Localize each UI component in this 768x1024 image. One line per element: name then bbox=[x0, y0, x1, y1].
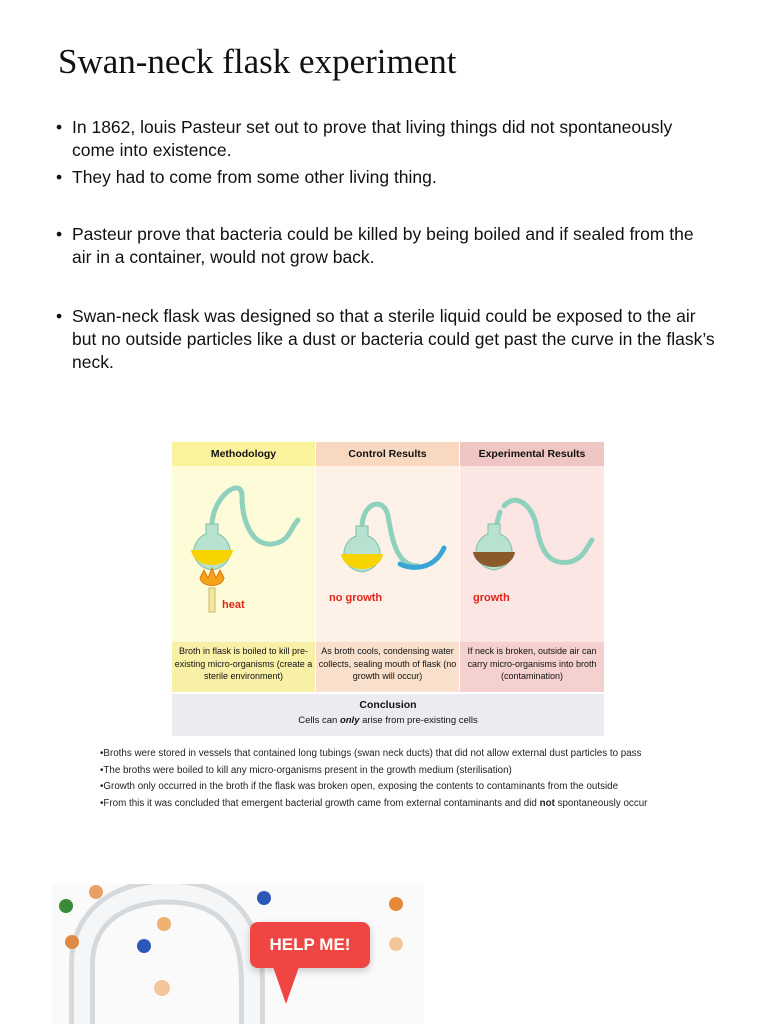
bullet-item: • Pasteur prove that bacteria could be killed by being boiled and if sealed from the air in a container, would not grow back. bbox=[56, 223, 716, 269]
figure-table bbox=[172, 442, 604, 736]
bullet-item: • They had to come from some other living thing. bbox=[56, 166, 716, 189]
bullet-item: • In 1862, louis Pasteur set out to prove that living things did not spontaneously come into existence. bbox=[56, 116, 716, 162]
bullet-list bbox=[56, 116, 716, 374]
notes-list bbox=[100, 748, 660, 814]
column-methodology bbox=[172, 442, 315, 692]
no-growth-caption: no growth bbox=[329, 592, 383, 604]
column-control-results bbox=[316, 442, 459, 692]
cartoon-photo bbox=[52, 884, 424, 1024]
note-item: •The broths were boiled to kill any micro-organisms present in the growth medium (sterilisation) bbox=[100, 764, 512, 776]
page-title: Swan-neck flask experiment bbox=[58, 42, 457, 81]
conclusion-emphasis: only bbox=[339, 715, 360, 726]
note-text-part: •From this it was concluded that emergent bacterial growth came from external contaminants and did bbox=[100, 797, 540, 809]
help-speech-bubble: HELP ME! bbox=[250, 922, 370, 968]
experiment-figure bbox=[172, 442, 604, 736]
heat-caption: heat bbox=[222, 599, 245, 611]
column-experimental-results bbox=[460, 442, 604, 692]
conclusion-text-part: arise from pre-existing cells bbox=[359, 715, 478, 726]
contaminated-flask-illustration bbox=[460, 466, 604, 642]
note-item: •Broths were stored in vessels that contained long tubings (swan neck ducts) that did not allow external dust particles to pass bbox=[100, 748, 642, 759]
column-header: Methodology bbox=[172, 442, 315, 466]
column-description: If neck is broken, outside air can carry micro-organisms into broth (contamination) bbox=[460, 642, 604, 692]
column-header: Experimental Results bbox=[460, 442, 604, 466]
note-item: •Growth only occurred in the broth if the flask was broken open, exposing the contents to contaminants from the outside bbox=[100, 781, 619, 792]
column-description: As broth cools, condensing water collects, sealing mouth of flask (no growth will occur) bbox=[316, 642, 459, 692]
column-description: Broth in flask is boiled to kill pre-existing micro-organisms (create a sterile environment) bbox=[172, 642, 315, 692]
bullet-item: • Swan-neck flask was designed so that a sterile liquid could be exposed to the air but no outside particles like a dust or bacteria could get past the curve in the flask’s neck. bbox=[56, 305, 716, 374]
conclusion-text-part: Cells can bbox=[298, 715, 340, 726]
conclusion-title: Conclusion bbox=[359, 699, 417, 711]
growth-caption: growth bbox=[473, 592, 510, 604]
control-flask-illustration bbox=[316, 466, 459, 642]
note-emphasis: not bbox=[539, 797, 555, 809]
conclusion-text bbox=[172, 715, 604, 726]
boiling-flask-illustration bbox=[172, 466, 315, 642]
note-text-part: spontaneously occur bbox=[554, 797, 648, 809]
speech-bubble-tail bbox=[272, 964, 300, 1004]
column-header: Control Results bbox=[316, 442, 459, 466]
note-item bbox=[100, 798, 660, 810]
conclusion-box bbox=[172, 694, 604, 736]
